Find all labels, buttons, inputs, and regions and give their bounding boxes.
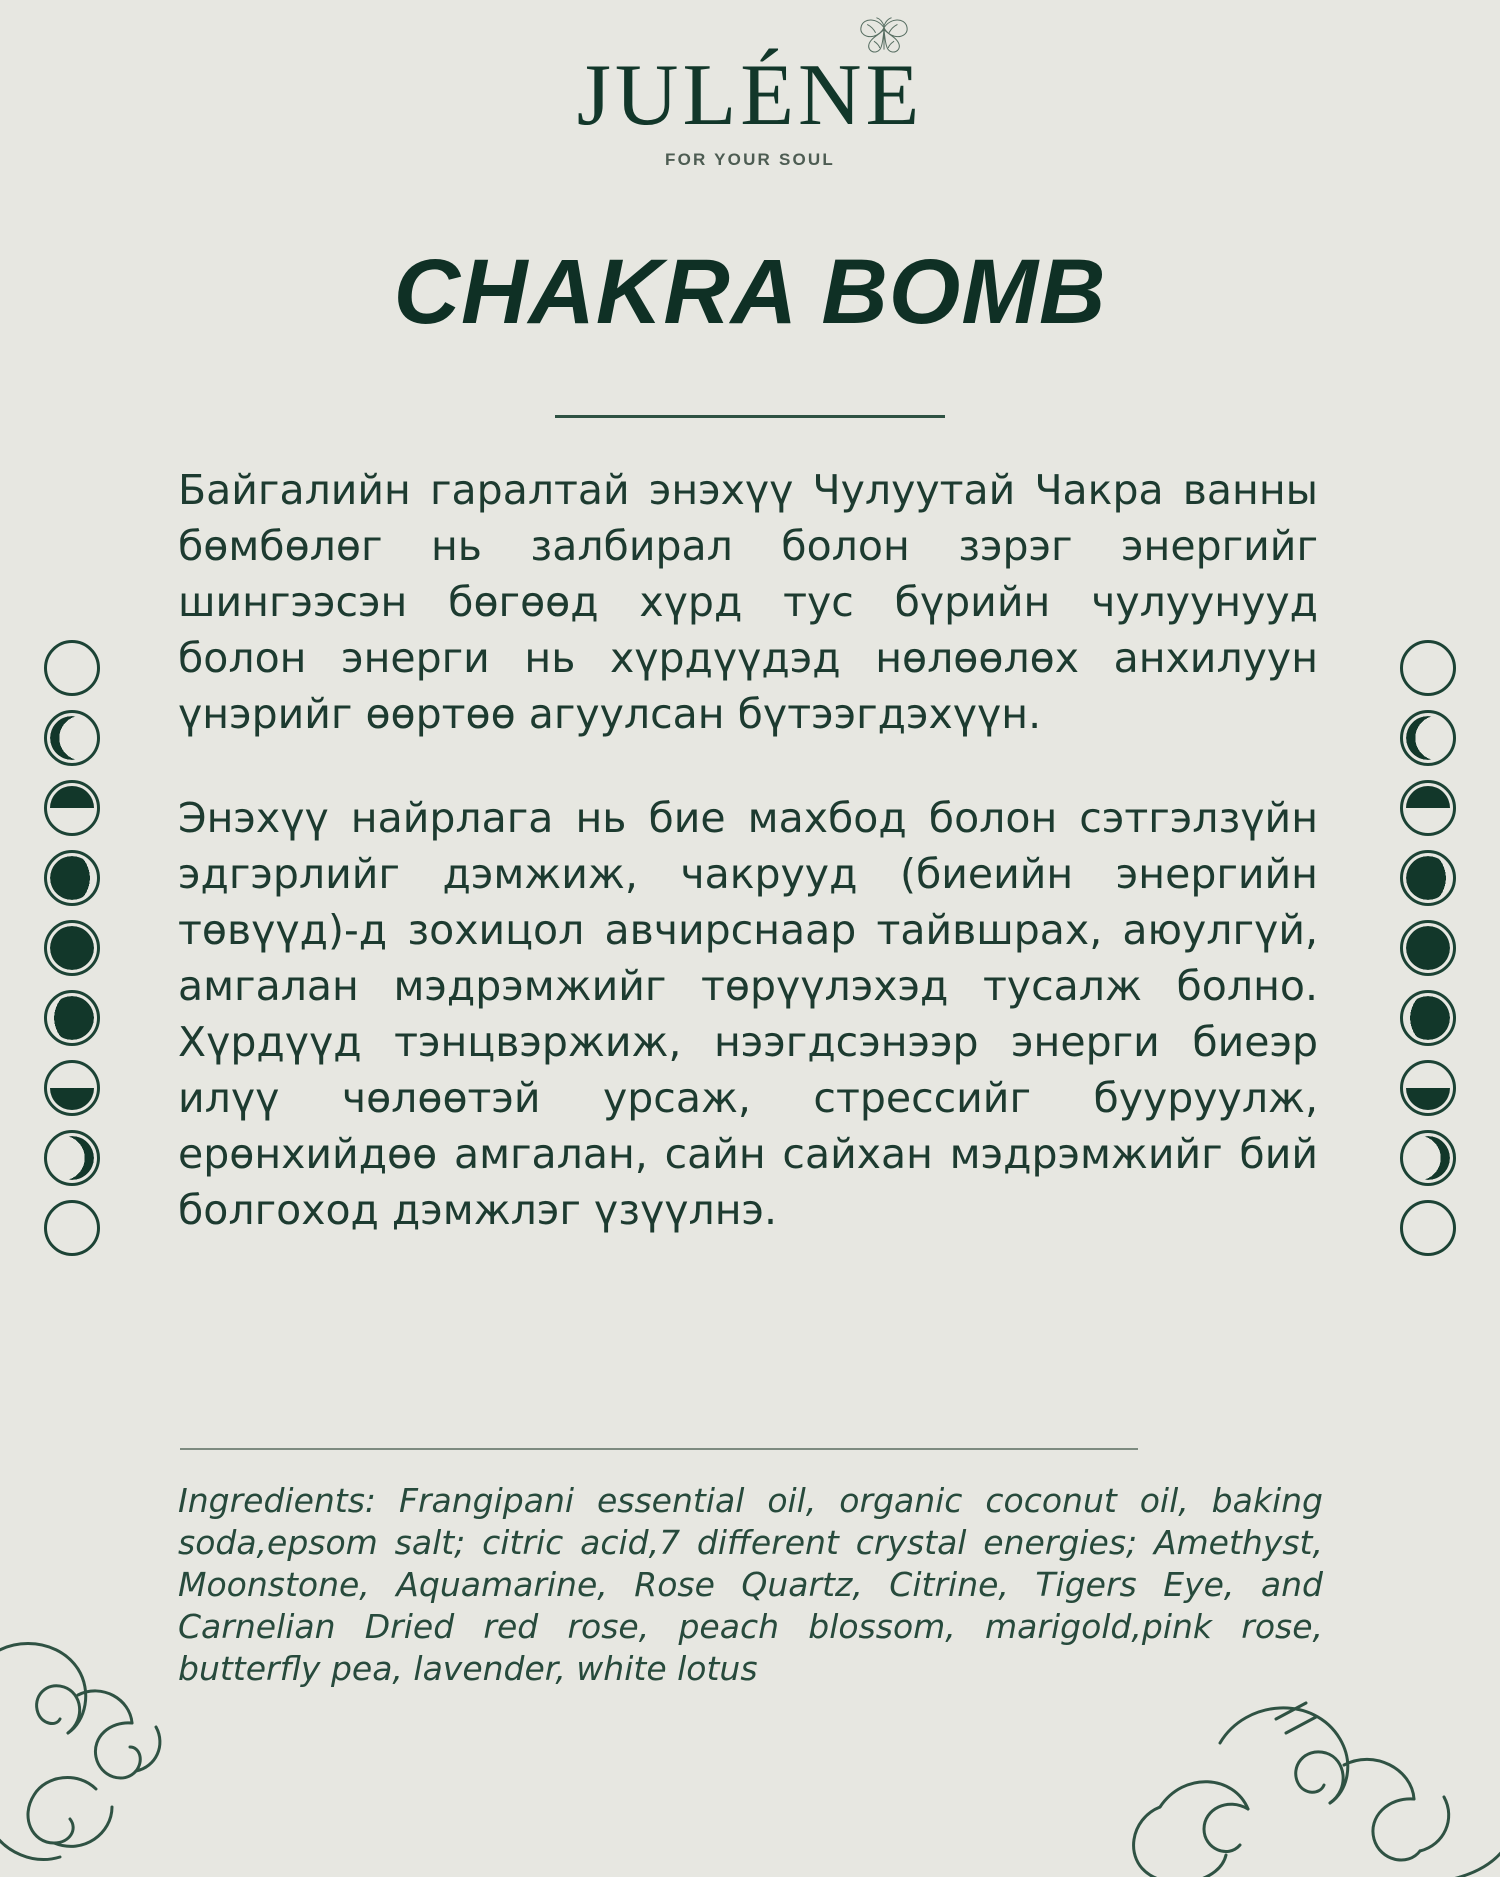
title-divider [555,415,945,418]
waning-gibbous-moon-icon [44,990,100,1046]
first-quarter-moon-icon [1400,780,1456,836]
description-paragraph-1: Байгалийн гаралтай энэхүү Чулуутай Чакра ванны бөмбөлөг нь залбирал болон зэрэг энергийг шингээсэн бөгөөд хүрд тус бүрийн чулуунууд болон энерги нь хүрдүүдэд нөлөөлөх анхилуун үнэрийг өөртөө агуулсан бүтээгдэхүүн. [178,466,1318,738]
moon-phase-strip-right [1400,640,1456,1256]
brand-tagline: FOR YOUR SOUL [665,150,835,169]
page-title: CHAKRA BOMB [393,241,1107,343]
waning-gibbous-moon-icon [1400,990,1456,1046]
waxing-gibbous-moon-icon [44,850,100,906]
last-quarter-moon-icon [1400,1060,1456,1116]
last-quarter-moon-icon [44,1060,100,1116]
moon-phase-strip-left [44,640,100,1256]
full-moon-icon [44,920,100,976]
ingredients-divider [180,1448,1138,1450]
full-moon-icon [1400,920,1456,976]
first-quarter-moon-icon [44,780,100,836]
waxing-gibbous-moon-icon [1400,850,1456,906]
waxing-crescent-moon-icon [44,710,100,766]
waxing-crescent-moon-icon [1400,710,1456,766]
brand-logo-wordmark-wrap [576,47,924,144]
butterfly-icon [857,16,911,58]
waning-crescent-moon-icon [1400,1130,1456,1186]
brand-logo [0,47,1500,170]
new-moon-icon [44,640,100,696]
new-moon-icon [44,1200,100,1256]
description-paragraph-2: Энэхүү найрлага нь бие махбод болон сэтгэлзүйн эдгэрлийг дэмжиж, чакрууд (биеийн энергийн төвүүд)-д зохицол авчирснаар тайвшрах, аюулгүй, амгалан мэдрэмжийг төрүүлэхэд тусалж болно. Хүрдүүд тэнцвэржиж, нээгдсэнээр энерги биеэр илүү чөлөөтэй урсаж, стрессийг бууруулж, ерөнхийдөө амгалан, сайн сайхан мэдрэмжийг бий болгоход дэмжлэг үзүүлнэ. [178,794,1318,1234]
new-moon-icon [1400,1200,1456,1256]
brand-name: JULÉNE [576,47,924,144]
waning-crescent-moon-icon [44,1130,100,1186]
new-moon-icon [1400,640,1456,696]
description-body [178,462,1318,1238]
ingredients-text: Ingredients: Frangipani essential oil, organic coconut oil, baking soda,epsom salt; citric acid,7 different crystal energies; Amethyst, Moonstone, Aquamarine, Rose Quartz, Citrine, Tigers Eye, and Carnelian Dried red rose, peach blossom, marigold,pink rose, butterfly pea, lavender, white lotus [178,1481,1323,1688]
